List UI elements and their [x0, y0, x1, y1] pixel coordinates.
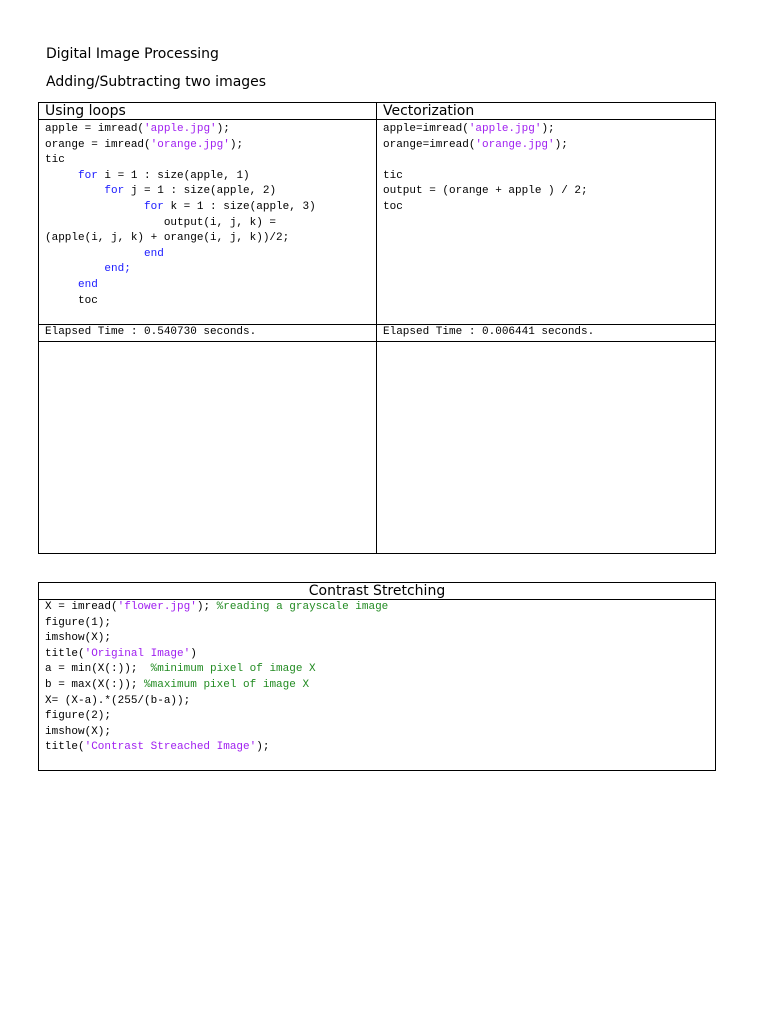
- code-line: title('Contrast Streached Image');: [45, 741, 270, 754]
- comparison-table: [38, 102, 716, 554]
- code-line: end: [144, 247, 164, 260]
- section-subtitle: Adding/Subtracting two images: [46, 74, 267, 90]
- code-line: end: [78, 278, 98, 291]
- code-line: end;: [104, 263, 131, 276]
- code-line: output(i, j, k) =: [45, 216, 277, 229]
- contrast-stretching-header: Contrast Stretching: [39, 583, 716, 600]
- vectorization-code-block: [377, 120, 716, 325]
- loops-column-header: Using loops: [39, 103, 377, 120]
- code-line: a = min(X(:)); %minimum pixel of image X: [45, 663, 316, 676]
- code-line: X= (X-a).*(255/(b-a));: [45, 694, 191, 707]
- code-line: toc: [45, 294, 98, 307]
- code-line: figure(1);: [45, 616, 112, 629]
- vectorization-elapsed-time: Elapsed Time : 0.006441 seconds.: [377, 325, 716, 342]
- code-line: tic: [45, 154, 65, 167]
- loops-elapsed-time: Elapsed Time : 0.540730 seconds.: [39, 325, 377, 342]
- loops-result-cell: [39, 341, 377, 553]
- loops-code-block: [39, 120, 377, 325]
- code-line: title('Original Image'): [45, 647, 197, 660]
- code-line: orange = imread('orange.jpg');: [45, 138, 244, 151]
- contrast-code-block: [39, 600, 716, 771]
- contrast-stretching-table: [38, 582, 716, 771]
- code-line: imshow(X);: [45, 725, 112, 738]
- vectorization-column-header: Vectorization: [377, 103, 716, 120]
- code-line: imshow(X);: [45, 632, 112, 645]
- code-line: [383, 153, 709, 169]
- code-line: figure(2);: [45, 710, 112, 723]
- code-line: b = max(X(:)); %maximum pixel of image X: [45, 678, 310, 691]
- code-line: toc: [383, 200, 403, 213]
- code-line: X = imread('flower.jpg'); %reading a grayscale image: [45, 601, 389, 613]
- code-line: tic: [383, 169, 403, 182]
- code-line: for j = 1 : size(apple, 2): [104, 185, 277, 198]
- code-line: (apple(i, j, k) + orange(i, j, k))/2;: [45, 232, 290, 245]
- code-line: orange=imread('orange.jpg');: [383, 138, 568, 151]
- document-title: Digital Image Processing: [46, 46, 219, 62]
- code-line: output = (orange + apple ) / 2;: [383, 185, 588, 198]
- vectorization-result-cell: [377, 341, 716, 553]
- code-line: apple=imread('apple.jpg');: [383, 123, 555, 135]
- code-line: for i = 1 : size(apple, 1): [78, 169, 250, 182]
- code-line: for k = 1 : size(apple, 3): [144, 200, 316, 213]
- code-line: apple = imread('apple.jpg');: [45, 123, 230, 135]
